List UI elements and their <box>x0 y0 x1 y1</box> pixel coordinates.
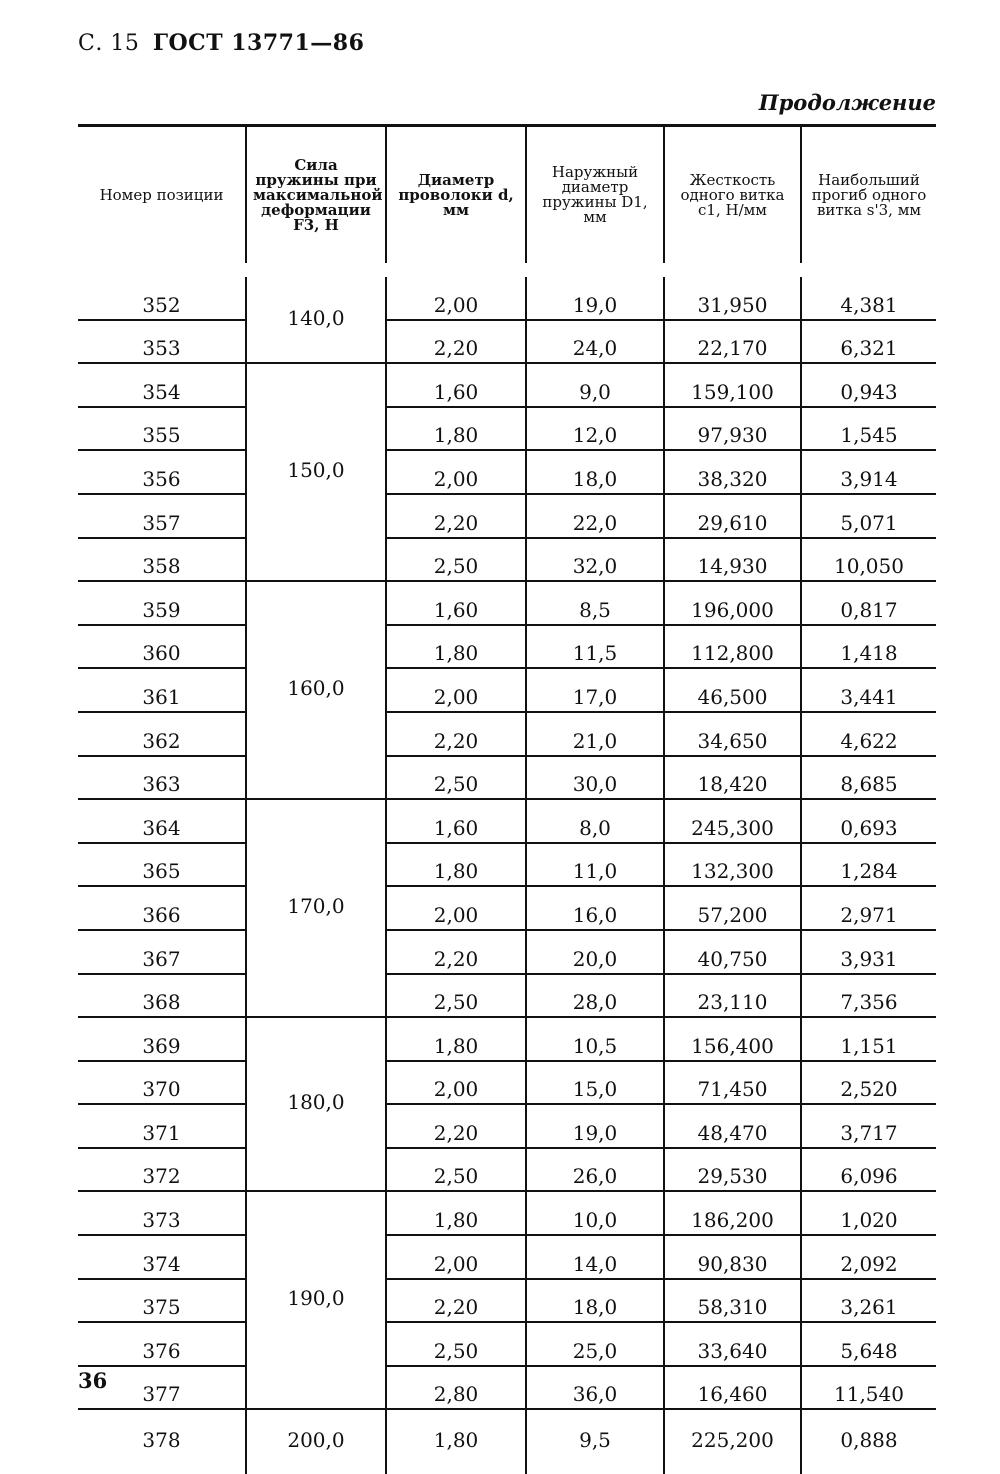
stiffness-cell: 90,830 <box>664 1235 801 1279</box>
max-deflection-cell: 2,520 <box>801 1061 936 1105</box>
table-row <box>78 799 936 843</box>
outer-diameter-cell: 19,0 <box>526 270 664 320</box>
position-number-cell: 352 <box>78 270 246 320</box>
table-row <box>78 1235 936 1279</box>
table-header-row <box>78 126 936 271</box>
outer-diameter-cell: 9,0 <box>526 363 664 407</box>
wire-diameter-cell: 1,80 <box>386 625 526 669</box>
wire-diameter-cell: 2,20 <box>386 1279 526 1323</box>
table-row <box>78 886 936 930</box>
outer-diameter-cell: 22,0 <box>526 494 664 538</box>
stiffness-cell: 97,930 <box>664 407 801 451</box>
table-row <box>78 363 936 407</box>
stiffness-cell: 196,000 <box>664 581 801 625</box>
max-deflection-cell: 0,693 <box>801 799 936 843</box>
position-number-cell: 360 <box>78 625 246 669</box>
stiffness-cell: 16,460 <box>664 1366 801 1410</box>
position-number-cell: 363 <box>78 756 246 800</box>
max-deflection-cell: 0,888 <box>801 1409 936 1474</box>
max-deflection-cell: 0,943 <box>801 363 936 407</box>
force-cell: 180,0 <box>246 1017 386 1191</box>
stiffness-cell: 186,200 <box>664 1191 801 1235</box>
spring-parameters-table-container <box>78 124 936 1474</box>
stiffness-cell: 14,930 <box>664 538 801 582</box>
wire-diameter-cell: 1,80 <box>386 407 526 451</box>
stiffness-cell: 46,500 <box>664 668 801 712</box>
position-number-cell: 355 <box>78 407 246 451</box>
outer-diameter-cell: 36,0 <box>526 1366 664 1410</box>
max-deflection-cell: 6,096 <box>801 1148 936 1192</box>
stiffness-cell: 58,310 <box>664 1279 801 1323</box>
position-number-cell: 367 <box>78 930 246 974</box>
max-deflection-cell: 3,717 <box>801 1104 936 1148</box>
outer-diameter-cell: 32,0 <box>526 538 664 582</box>
outer-diameter-cell: 24,0 <box>526 320 664 364</box>
column-header-wire-diameter: Диаметр проволоки d, мм <box>386 126 526 271</box>
wire-diameter-cell: 1,80 <box>386 1409 526 1474</box>
stiffness-cell: 112,800 <box>664 625 801 669</box>
stiffness-cell: 29,530 <box>664 1148 801 1192</box>
continuation-label: Продолжение <box>758 90 936 115</box>
wire-diameter-cell: 2,00 <box>386 1061 526 1105</box>
column-header-force: Сила пружины при максимальной деформации F3, Н <box>246 126 386 271</box>
table-row <box>78 1104 936 1148</box>
max-deflection-cell: 8,685 <box>801 756 936 800</box>
stiffness-cell: 18,420 <box>664 756 801 800</box>
force-cell: 190,0 <box>246 1191 386 1409</box>
position-number-cell: 365 <box>78 843 246 887</box>
stiffness-cell: 156,400 <box>664 1017 801 1061</box>
position-number-cell: 362 <box>78 712 246 756</box>
position-number-cell: 374 <box>78 1235 246 1279</box>
max-deflection-cell: 3,441 <box>801 668 936 712</box>
outer-diameter-cell: 9,5 <box>526 1409 664 1474</box>
max-deflection-cell: 1,418 <box>801 625 936 669</box>
position-number-cell: 372 <box>78 1148 246 1192</box>
wire-diameter-cell: 2,50 <box>386 974 526 1018</box>
table-row <box>78 1279 936 1323</box>
max-deflection-cell: 2,971 <box>801 886 936 930</box>
stiffness-cell: 57,200 <box>664 886 801 930</box>
outer-diameter-cell: 11,0 <box>526 843 664 887</box>
position-number-cell: 361 <box>78 668 246 712</box>
max-deflection-cell: 1,545 <box>801 407 936 451</box>
wire-diameter-cell: 1,80 <box>386 1191 526 1235</box>
table-row <box>78 625 936 669</box>
position-number-cell: 377 <box>78 1366 246 1410</box>
table-row <box>78 581 936 625</box>
wire-diameter-cell: 1,60 <box>386 581 526 625</box>
position-number-cell: 353 <box>78 320 246 364</box>
column-header-max-deflection: Наибольший прогиб одного витка s'3, мм <box>801 126 936 271</box>
wire-diameter-cell: 2,20 <box>386 494 526 538</box>
stiffness-cell: 40,750 <box>664 930 801 974</box>
table-row <box>78 494 936 538</box>
outer-diameter-cell: 8,5 <box>526 581 664 625</box>
table-row <box>78 756 936 800</box>
table-row <box>78 712 936 756</box>
wire-diameter-cell: 2,20 <box>386 712 526 756</box>
position-number-cell: 370 <box>78 1061 246 1105</box>
outer-diameter-cell: 18,0 <box>526 450 664 494</box>
outer-diameter-cell: 10,0 <box>526 1191 664 1235</box>
stiffness-cell: 132,300 <box>664 843 801 887</box>
table-row <box>78 407 936 451</box>
position-number-cell: 359 <box>78 581 246 625</box>
outer-diameter-cell: 19,0 <box>526 1104 664 1148</box>
outer-diameter-cell: 21,0 <box>526 712 664 756</box>
position-number-cell: 366 <box>78 886 246 930</box>
force-cell: 200,0 <box>246 1409 386 1474</box>
stiffness-cell: 159,100 <box>664 363 801 407</box>
column-header-position: Номер позиции <box>78 126 246 271</box>
outer-diameter-cell: 30,0 <box>526 756 664 800</box>
wire-diameter-cell: 2,50 <box>386 1148 526 1192</box>
stiffness-cell: 225,200 <box>664 1409 801 1474</box>
stiffness-cell: 22,170 <box>664 320 801 364</box>
wire-diameter-cell: 2,50 <box>386 756 526 800</box>
max-deflection-cell: 2,092 <box>801 1235 936 1279</box>
page-reference: С. 15 <box>78 31 140 56</box>
table-row <box>78 538 936 582</box>
stiffness-cell: 38,320 <box>664 450 801 494</box>
position-number-cell: 369 <box>78 1017 246 1061</box>
wire-diameter-cell: 2,20 <box>386 320 526 364</box>
outer-diameter-cell: 26,0 <box>526 1148 664 1192</box>
max-deflection-cell: 5,648 <box>801 1322 936 1366</box>
table-row <box>78 270 936 320</box>
max-deflection-cell: 6,321 <box>801 320 936 364</box>
force-cell: 150,0 <box>246 363 386 581</box>
outer-diameter-cell: 20,0 <box>526 930 664 974</box>
wire-diameter-cell: 1,80 <box>386 843 526 887</box>
position-number-cell: 356 <box>78 450 246 494</box>
position-number-cell: 371 <box>78 1104 246 1148</box>
position-number-cell: 376 <box>78 1322 246 1366</box>
position-number-cell: 364 <box>78 799 246 843</box>
outer-diameter-cell: 10,5 <box>526 1017 664 1061</box>
outer-diameter-cell: 15,0 <box>526 1061 664 1105</box>
position-number-cell: 357 <box>78 494 246 538</box>
stiffness-cell: 33,640 <box>664 1322 801 1366</box>
spring-parameters-table <box>78 124 936 1474</box>
wire-diameter-cell: 2,00 <box>386 886 526 930</box>
outer-diameter-cell: 28,0 <box>526 974 664 1018</box>
wire-diameter-cell: 1,60 <box>386 799 526 843</box>
max-deflection-cell: 11,540 <box>801 1366 936 1410</box>
wire-diameter-cell: 2,00 <box>386 1235 526 1279</box>
max-deflection-cell: 0,817 <box>801 581 936 625</box>
outer-diameter-cell: 12,0 <box>526 407 664 451</box>
max-deflection-cell: 3,261 <box>801 1279 936 1323</box>
max-deflection-cell: 4,622 <box>801 712 936 756</box>
force-cell: 170,0 <box>246 799 386 1017</box>
table-row <box>78 450 936 494</box>
table-row <box>78 320 936 364</box>
table-row <box>78 1148 936 1192</box>
wire-diameter-cell: 2,00 <box>386 270 526 320</box>
position-number-cell: 354 <box>78 363 246 407</box>
table-row <box>78 1191 936 1235</box>
table-row <box>78 1409 936 1474</box>
wire-diameter-cell: 2,50 <box>386 1322 526 1366</box>
outer-diameter-cell: 11,5 <box>526 625 664 669</box>
wire-diameter-cell: 2,20 <box>386 930 526 974</box>
outer-diameter-cell: 18,0 <box>526 1279 664 1323</box>
max-deflection-cell: 3,931 <box>801 930 936 974</box>
wire-diameter-cell: 1,80 <box>386 1017 526 1061</box>
max-deflection-cell: 1,020 <box>801 1191 936 1235</box>
position-number-cell: 375 <box>78 1279 246 1323</box>
table-row <box>78 930 936 974</box>
standard-code: ГОСТ 13771—86 <box>152 30 365 56</box>
stiffness-cell: 34,650 <box>664 712 801 756</box>
stiffness-cell: 31,950 <box>664 270 801 320</box>
wire-diameter-cell: 2,00 <box>386 668 526 712</box>
stiffness-cell: 71,450 <box>664 1061 801 1105</box>
column-header-stiffness: Жесткость одного витка c1, Н/мм <box>664 126 801 271</box>
page-number: 36 <box>78 1368 108 1393</box>
table-row <box>78 1017 936 1061</box>
wire-diameter-cell: 1,60 <box>386 363 526 407</box>
max-deflection-cell: 7,356 <box>801 974 936 1018</box>
max-deflection-cell: 3,914 <box>801 450 936 494</box>
table-row <box>78 1322 936 1366</box>
column-header-outer-diameter: Наружный диаметр пружины D1, мм <box>526 126 664 271</box>
stiffness-cell: 23,110 <box>664 974 801 1018</box>
force-cell: 160,0 <box>246 581 386 799</box>
wire-diameter-cell: 2,00 <box>386 450 526 494</box>
outer-diameter-cell: 16,0 <box>526 886 664 930</box>
position-number-cell: 373 <box>78 1191 246 1235</box>
table-row <box>78 843 936 887</box>
wire-diameter-cell: 2,50 <box>386 538 526 582</box>
stiffness-cell: 48,470 <box>664 1104 801 1148</box>
table-row <box>78 1061 936 1105</box>
table-row <box>78 974 936 1018</box>
max-deflection-cell: 4,381 <box>801 270 936 320</box>
max-deflection-cell: 10,050 <box>801 538 936 582</box>
position-number-cell: 378 <box>142 1428 181 1453</box>
table-row <box>78 668 936 712</box>
force-cell: 140,0 <box>246 270 386 363</box>
outer-diameter-cell: 14,0 <box>526 1235 664 1279</box>
stiffness-cell: 29,610 <box>664 494 801 538</box>
position-number-cell: 368 <box>78 974 246 1018</box>
outer-diameter-cell: 25,0 <box>526 1322 664 1366</box>
wire-diameter-cell: 2,80 <box>386 1366 526 1410</box>
max-deflection-cell: 1,151 <box>801 1017 936 1061</box>
table-row <box>78 1366 936 1410</box>
outer-diameter-cell: 8,0 <box>526 799 664 843</box>
table-body <box>78 270 936 1474</box>
wire-diameter-cell: 2,20 <box>386 1104 526 1148</box>
stiffness-cell: 245,300 <box>664 799 801 843</box>
max-deflection-cell: 1,284 <box>801 843 936 887</box>
max-deflection-cell: 5,071 <box>801 494 936 538</box>
page-header <box>78 30 364 56</box>
outer-diameter-cell: 17,0 <box>526 668 664 712</box>
position-number-cell: 358 <box>78 538 246 582</box>
